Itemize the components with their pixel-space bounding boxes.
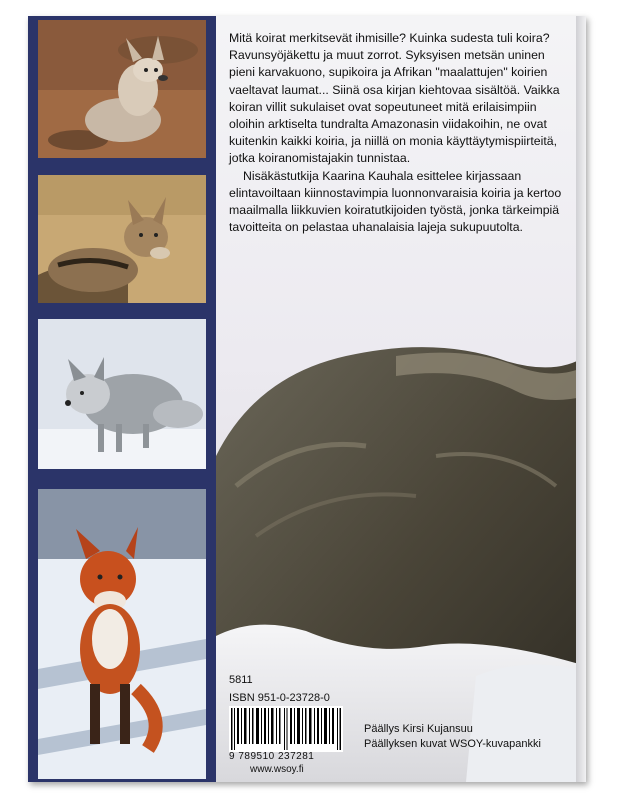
arctic-fox-photo: [38, 319, 206, 469]
main-cover-area: [216, 16, 586, 782]
jackal-photo: [38, 175, 206, 303]
cover-credits: [364, 722, 541, 752]
credit-design: Päällys Kirsi Kujansuu: [364, 723, 473, 735]
credit-photos: Päällyksen kuvat WSOY-kuvapankki: [364, 738, 541, 750]
page-edge: [576, 16, 586, 782]
blurb: [229, 30, 569, 236]
book-back-cover: [28, 16, 586, 782]
isbn: ISBN 951-0-23728-0: [229, 692, 330, 704]
kit-fox-photo: [38, 20, 206, 158]
barcode: [229, 706, 343, 752]
blurb-paragraph-1: Mitä koirat merkitsevät ihmisille? Kuinka sudesta tuli koira? Ravunsyöjäkettu ja muut zorrot. Syksyisen metsän uninen pieni karvakuono, supikoira ja Afrikan "maalattujen" koirien vaeltavat laumat... Siinä osa kirjan kiehtovaa sisältöä. Vaikka koiran villit sukulaiset ovat sopeutuneet mitä erilaisimpiin oloihin arktiselta tundralta Amazonasin viidakoihin, ne ovat kuitenkin kaikki koiria, ja niillä on monia käyttäytymispiirteitä, jotka koiranomistajakin tunnistaa.: [229, 31, 560, 166]
blurb-paragraph-2: Nisäkästutkija Kaarina Kauhala esittelee kirjassaan elintavoiltaan kiinnostavimpia luonnonvaraisia koiria ja kertoo maailmalla liikkuvien koiratutkijoiden työstä, jonka tärkeimpiä tavoitteita on pelastaa uhanalaisia lajeja sukupuutolta.: [229, 168, 562, 235]
product-code: 5811: [229, 674, 253, 686]
photo-strip: [28, 16, 216, 782]
red-fox-photo: [38, 489, 206, 779]
barcode-number: 9 789510 237281: [229, 751, 315, 762]
publisher-website: www.wsoy.fi: [250, 764, 304, 775]
